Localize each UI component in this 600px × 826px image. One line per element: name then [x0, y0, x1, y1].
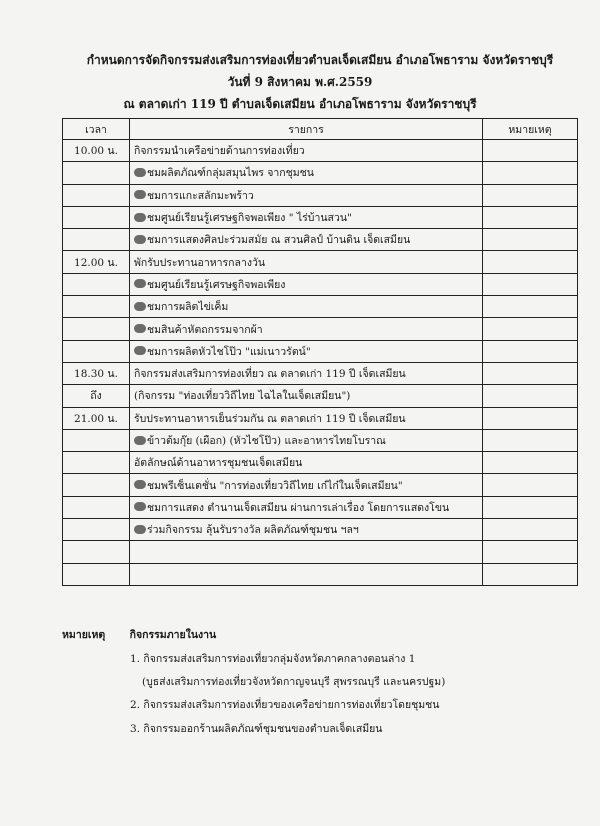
schedule-body — [63, 140, 578, 586]
bullet-icon — [134, 213, 146, 222]
row-activity — [130, 206, 483, 228]
table-row — [63, 140, 578, 162]
activity-text: กิจกรรมนำเครือข่ายด้านการท่องเที่ยว — [134, 145, 305, 158]
activity-text: อัตลักษณ์ด้านอาหารชุมชนเจ็ดเสมียน — [134, 457, 303, 470]
row-time: ถึง — [63, 385, 130, 407]
bullet-icon — [134, 235, 146, 244]
row-time — [63, 340, 130, 362]
table-row — [63, 385, 578, 407]
bullet-icon — [134, 525, 146, 534]
row-activity — [130, 340, 483, 362]
row-note — [483, 496, 578, 518]
header-note: หมายเหตุ — [483, 119, 578, 140]
notes-item: 1. กิจกรรมส่งเสริมการท่องเที่ยวกลุ่มจังหวัดภาคกลางตอนล่าง 1 — [130, 653, 416, 665]
activity-text: ชมการผลิตไข่เค็ม — [147, 301, 229, 314]
notes-section — [62, 626, 582, 735]
row-note — [483, 541, 578, 563]
row-time — [63, 519, 130, 541]
row-activity — [130, 519, 483, 541]
row-note — [483, 519, 578, 541]
activity-text: ชมศูนย์เรียนรู้เศรษฐกิจพอเพียง — [147, 278, 286, 291]
row-activity — [130, 541, 483, 563]
table-row — [63, 496, 578, 518]
row-activity — [130, 229, 483, 251]
document-location: ณ ตลาดเก่า 119 ปี ตำบลเจ็ดเสมียน อำเภอโพธาราม จังหวัดราชบุรี — [123, 97, 477, 111]
row-time — [63, 184, 130, 206]
row-time — [63, 318, 130, 340]
row-activity — [130, 140, 483, 162]
row-time — [63, 452, 130, 474]
row-note — [483, 206, 578, 228]
notes-item: (บูธส่งเสริมการท่องเที่ยวจังหวัดกาญจนบุรี สุพรรณบุรี และนครปฐม) — [142, 676, 446, 688]
row-time — [63, 273, 130, 295]
activity-text: ร่วมกิจกรรม ลุ้นรับรางวัล ผลิตภัณฑ์ชุมชน ฯลฯ — [147, 524, 359, 537]
row-note — [483, 340, 578, 362]
row-activity — [130, 184, 483, 206]
row-note — [483, 184, 578, 206]
bullet-icon — [134, 302, 146, 311]
row-note — [483, 318, 578, 340]
table-row — [63, 474, 578, 496]
notes-item: 2. กิจกรรมส่งเสริมการท่องเที่ยวของเครือข่ายการท่องเที่ยวโดยชุมชน — [130, 699, 440, 711]
table-row — [63, 229, 578, 251]
table-header-row — [63, 119, 578, 140]
table-row — [63, 184, 578, 206]
notes-label: หมายเหตุ — [62, 629, 106, 641]
row-activity — [130, 429, 483, 451]
row-time — [63, 496, 130, 518]
row-time — [63, 563, 130, 585]
row-activity — [130, 496, 483, 518]
row-note — [483, 162, 578, 184]
row-note — [483, 140, 578, 162]
table-row — [63, 273, 578, 295]
table-row — [63, 407, 578, 429]
activity-text: ชมการผลิตหัวไชโป๊ว "แม่เนาวรัตน์" — [147, 345, 311, 358]
table-row — [63, 340, 578, 362]
row-activity — [130, 318, 483, 340]
bullet-icon — [134, 502, 146, 511]
bullet-icon — [134, 324, 146, 333]
row-note — [483, 452, 578, 474]
bullet-icon — [134, 436, 146, 445]
header-activity: รายการ — [130, 119, 483, 140]
row-activity — [130, 474, 483, 496]
row-note — [483, 474, 578, 496]
table-row — [63, 362, 578, 384]
table-row — [63, 452, 578, 474]
row-activity — [130, 563, 483, 585]
notes-title: กิจกรรมภายในงาน — [129, 629, 217, 641]
schedule-table — [62, 118, 578, 586]
table-row — [63, 296, 578, 318]
activity-text: พักรับประทานอาหารกลางวัน — [134, 256, 266, 269]
document-title: กำหนดการจัดกิจกรรมส่งเสริมการท่องเที่ยวตำบลเจ็ดเสมียน อำเภอโพธาราม จังหวัดราชบุรี — [86, 53, 554, 67]
table-row — [63, 541, 578, 563]
row-note — [483, 229, 578, 251]
table-row — [63, 251, 578, 273]
activity-text: กิจกรรมส่งเสริมการท่องเที่ยว ณ ตลาดเก่า 119 ปี เจ็ดเสมียน — [134, 368, 406, 381]
row-activity — [130, 162, 483, 184]
activity-text: ชมการแสดงศิลปะร่วมสมัย ณ สวนศิลป์ บ้านดิน เจ็ดเสมียน — [147, 234, 411, 247]
row-activity — [130, 251, 483, 273]
row-note — [483, 407, 578, 429]
row-activity — [130, 296, 483, 318]
row-activity — [130, 362, 483, 384]
row-note — [483, 296, 578, 318]
row-time: 12.00 น. — [63, 251, 130, 273]
row-time — [63, 206, 130, 228]
document-date: วันที่ 9 สิงหาคม พ.ศ.2559 — [227, 75, 373, 89]
row-time — [63, 474, 130, 496]
row-activity — [130, 407, 483, 429]
row-activity — [130, 385, 483, 407]
row-note — [483, 251, 578, 273]
header-time: เวลา — [63, 119, 130, 140]
row-time: 18.30 น. — [63, 362, 130, 384]
row-note — [483, 385, 578, 407]
notes-heading — [62, 626, 582, 643]
row-activity — [130, 452, 483, 474]
row-note — [483, 362, 578, 384]
table-row — [63, 429, 578, 451]
bullet-icon — [134, 480, 146, 489]
row-note — [483, 429, 578, 451]
row-time: 10.00 น. — [63, 140, 130, 162]
row-time — [63, 229, 130, 251]
row-time — [63, 162, 130, 184]
row-note — [483, 273, 578, 295]
row-activity — [130, 273, 483, 295]
row-time — [63, 541, 130, 563]
row-time — [63, 429, 130, 451]
table-row — [63, 206, 578, 228]
activity-text: ชมการแสดง ตำนานเจ็ดเสมียน ผ่านการเล่าเรื่อง โดยการแสดงโขน — [147, 501, 450, 514]
activity-text: ชมสินค้าหัตถกรรมจากผ้า — [147, 323, 263, 336]
activity-text: ชมศูนย์เรียนรู้เศรษฐกิจพอเพียง " ไร่บ้านสวน" — [147, 212, 352, 225]
activity-text: ชมผลิตภัณฑ์กลุ่มสมุนไพร จากชุมชน — [147, 167, 314, 180]
activity-text: ชมการแกะสลักมะพร้าว — [147, 189, 254, 202]
activity-text: (กิจกรรม "ท่องเที่ยววิถีไทย ไฉไลในเจ็ดเสมียน") — [134, 390, 351, 403]
table-row — [63, 519, 578, 541]
row-time — [63, 296, 130, 318]
table-row — [63, 563, 578, 585]
bullet-icon — [134, 190, 146, 199]
activity-text: ข้าวต้มกุ๊ย (เผือก) (หัวไชโป๊ว) และอาหารไทยโบราณ — [147, 435, 386, 447]
bullet-icon — [134, 168, 146, 177]
activity-text: รับประทานอาหารเย็นร่วมกัน ณ ตลาดเก่า 119 ปี เจ็ดเสมียน — [134, 412, 406, 425]
bullet-icon — [134, 346, 146, 355]
row-note — [483, 563, 578, 585]
row-time: 21.00 น. — [63, 407, 130, 429]
table-row — [63, 162, 578, 184]
notes-item: 3. กิจกรรมออกร้านผลิตภัณฑ์ชุมชนของตำบลเจ็ดเสมียน — [130, 723, 383, 735]
bullet-icon — [134, 279, 146, 288]
activity-text: ชมพรีเซ็นเตชั่น "การท่องเที่ยววิถีไทย เก๋ไก๋ในเจ็ดเสมียน" — [147, 479, 403, 492]
table-row — [63, 318, 578, 340]
